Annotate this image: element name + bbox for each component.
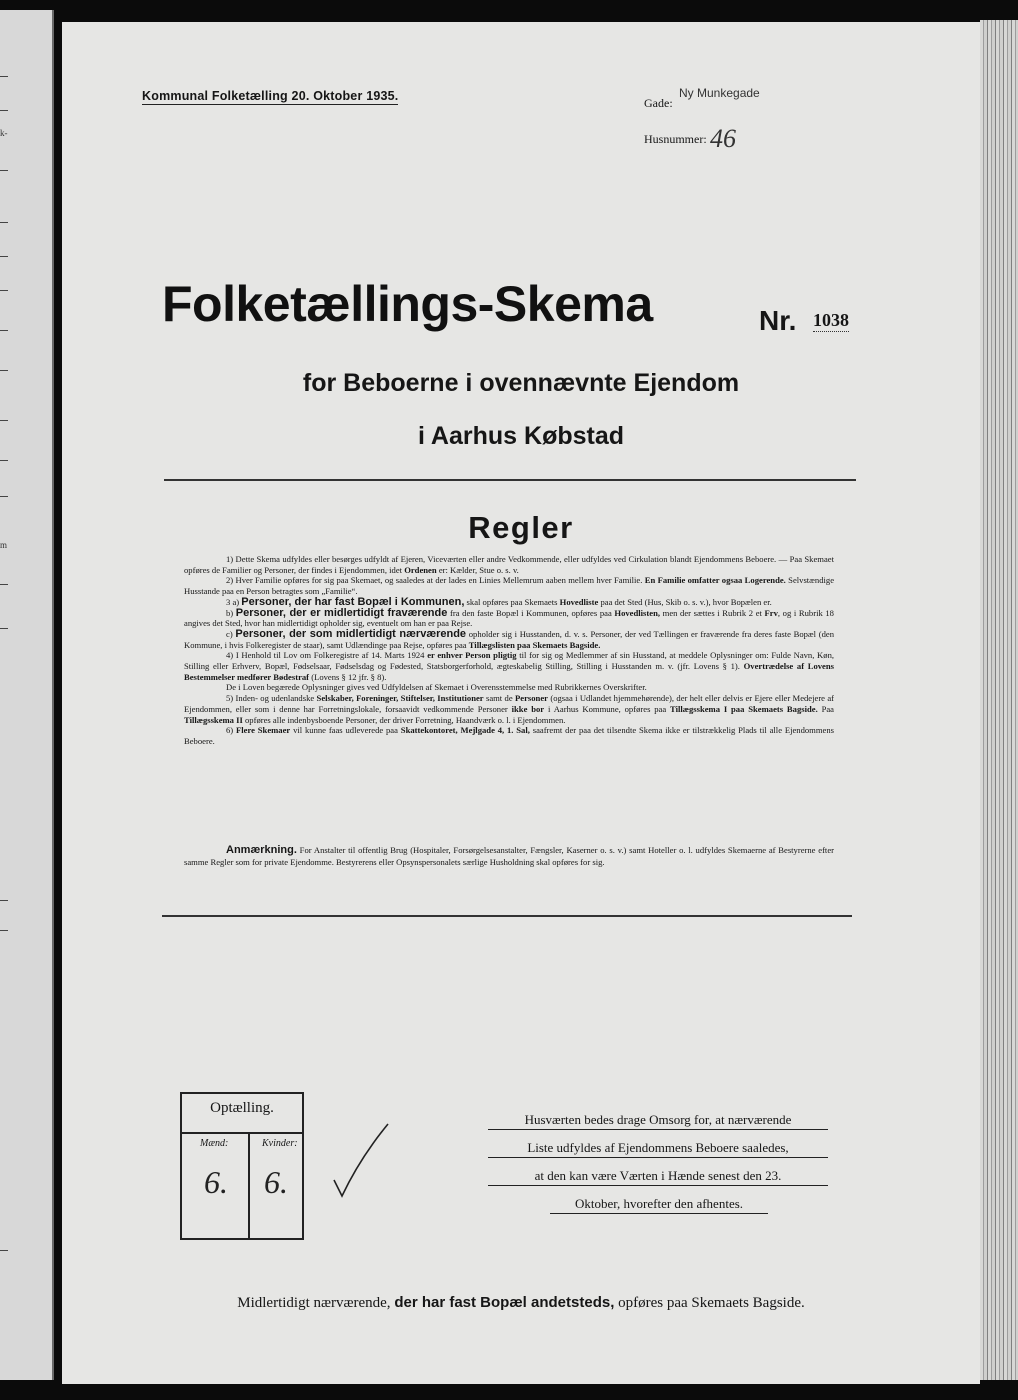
landlord-note-line: at den kan være Værten i Hænde senest den 23. — [488, 1164, 828, 1186]
landlord-note-line: Oktober, hvorefter den afhentes. — [550, 1192, 768, 1214]
census-form-page — [62, 22, 980, 1384]
margin-tick — [0, 900, 8, 901]
divider-rule — [164, 479, 856, 481]
landlord-note-line: Liste udfyldes af Ejendommens Beboere saaledes, — [488, 1136, 828, 1158]
rule-4: 4) I Henhold til Lov om Folkeregistre af 14. Marts 1924 er enhver Person pligtig til for sig og Medlemmer af sin Husstand, at meddele Oplysninger om: Fulde Navn, Køn, Stilling eller Erhverv, Bopæl, Fødselsaar, Fødselsdag og Fødested, Statsborgerforhold, ægteskabelig Stilling, Stilling i Husstanden m. v. (jfr. Lovens § 1). Overtrædelse af Lovens Bestemmelser medfører Bødestraf (Lovens § 12 jfr. § 8). — [184, 650, 835, 682]
remark-text: For Anstalter til offentlig Brug (Hospitaler, Forsørgelsesanstalter, Fængsler, Kaserner o. s. v.) samt Hoteller o. l. udfyldes Skemaerne af Bestyrerne efter samme Regler som for private Ejendomme. Bestyrerens eller Opsynspersonalets særlige Husholdning skal opføres for sig. — [184, 845, 834, 867]
margin-tick — [0, 460, 8, 461]
husnummer-value: 46 — [710, 124, 736, 153]
margin-tick — [0, 76, 8, 77]
form-subtitle-line2: i Aarhus Købstad — [417, 422, 625, 450]
landlord-note-line: Husværten bedes drage Omsorg for, at nærværende — [488, 1108, 828, 1130]
margin-tick — [0, 628, 8, 629]
divider-rule — [162, 915, 852, 917]
form-title: Folketællings-Skema — [162, 276, 653, 332]
count-box-title: Optælling. — [210, 1100, 274, 1116]
footer-instruction: Midlertidigt nærværende, der har fast Bopæl andetsteds, opføres paa Skemaets Bagside. — [237, 1294, 805, 1311]
rule-2: 2) Hver Familie opføres for sig paa Skemaet, og saaledes at der lades en Linies Mellemrum aaben mellem hver Familie. En Familie omfatter ogsaa Logerende. Selvstændige Husstande paa en Person betragtes som „Familie“. — [184, 575, 835, 597]
rule-3b: b) Personer, der er midlertidigt fraværende fra den faste Bopæl i Kommunen, opføres paa Hovedlisten, men der sættes i Rubrik 2 et Frv, og i Rubrik 18 angives det Sted, hvor han midlertidigt opholder sig, eventuelt om han er paa Rejse. — [184, 606, 834, 629]
form-number-label: Nr. — [759, 305, 797, 336]
stacked-page-edges — [980, 20, 1018, 1380]
remark-note — [184, 844, 834, 868]
margin-tick — [0, 330, 8, 331]
left-page-remnant — [0, 10, 54, 1380]
margin-tick — [0, 1250, 8, 1251]
gade-label: Gade: — [644, 96, 673, 110]
rule-3c: c) Personer, der som midlertidigt nærværende opholder sig i Husstanden, d. v. s. Personer, der ved Tællingen er fraværende fra deres faste Bopæl (den Kommune, i hvis Folkeregister de staar), samt Udlændinge paa Rejse, opføres paa Tillægslisten paa Skemaets Bagside. — [184, 627, 834, 650]
form-subtitle-line1: for Beboerne i ovennævnte Ejendom — [302, 369, 740, 397]
count-box-divider — [182, 1132, 302, 1134]
men-label: Mænd: — [200, 1138, 229, 1149]
rule-5: 5) Inden- og udenlandske Selskaber, Foreninger, Stiftelser, Institutioner samt de Personer (ogsaa i Udlandet hjemmehørende), der helt eller delvis er Ejere eller Medejere af Ejendommen, eller som i denne har Forretningslokale, forsaavidt vedkommende Personer ikke bor i Aarhus Kommune, opføres paa Tillægsskema I paa Skemaets Bagside. Paa Tillægsskema II opføres alle indenbysboende Personer, der driver Forretning, Haandværk o. l. i Ejendommen. — [184, 693, 835, 725]
checkmark-icon — [332, 1120, 392, 1202]
left-page-fragment: k- — [0, 128, 8, 138]
margin-tick — [0, 290, 8, 291]
husnummer-label: Husnummer: — [644, 132, 707, 146]
margin-tick — [0, 370, 8, 371]
margin-tick — [0, 930, 8, 931]
count-box-divider — [248, 1132, 250, 1238]
form-number-value: 1038 — [813, 310, 849, 330]
gade-value: Ny Munkegade — [679, 86, 760, 100]
margin-tick — [0, 170, 8, 171]
census-header: Kommunal Folketælling 20. Oktober 1935. — [142, 89, 399, 103]
margin-tick — [0, 420, 8, 421]
remark-heading: Anmærkning. — [226, 844, 297, 856]
margin-tick — [0, 110, 8, 111]
margin-tick — [0, 256, 8, 257]
men-count: 6. — [204, 1164, 228, 1200]
count-box — [180, 1092, 304, 1240]
rule-3a: 3 a) Personer, der har fast Bopæl i Kommunen, skal opføres paa Skemaets Hovedliste paa det Sted (Hus, Skib o. s. v.), hvor Bopælen er. — [226, 595, 772, 608]
landlord-note — [488, 1108, 828, 1220]
margin-tick — [0, 222, 8, 223]
rule-1: 1) Dette Skema udfyldes eller besørges udfyldt af Ejeren, Viceværten eller andre Vedkommende, eller udfyldes ved Cirkulation blandt Ejendommens Beboere. — Paa Skemaet opføres de Familier og Personer, der findes i Ejendommen, idet Ordenen er: Kælder, Stue o. s. v. — [184, 554, 834, 575]
margin-tick — [0, 584, 8, 585]
rule-6: 6) Flere Skemaer vil kunne faas udleverede paa Skattekontoret, Mejlgade 4, 1. Sal, saafremt der paa det tilsendte Skema ikke er tilstrækkelig Plads til alle Ejendommens Beboere. — [184, 725, 835, 746]
margin-tick — [0, 496, 8, 497]
women-count: 6. — [264, 1164, 288, 1200]
rule-4-continued: De i Loven begærede Oplysninger gives ved Udfyldelsen af Skemaet i Overensstemmelse med Rubrikkernes Overskrifter. — [226, 682, 647, 693]
left-page-fragment: m — [0, 540, 8, 550]
women-label: Kvinder: — [262, 1138, 298, 1149]
rules-heading: Regler — [468, 510, 574, 545]
rules-body — [184, 554, 834, 747]
